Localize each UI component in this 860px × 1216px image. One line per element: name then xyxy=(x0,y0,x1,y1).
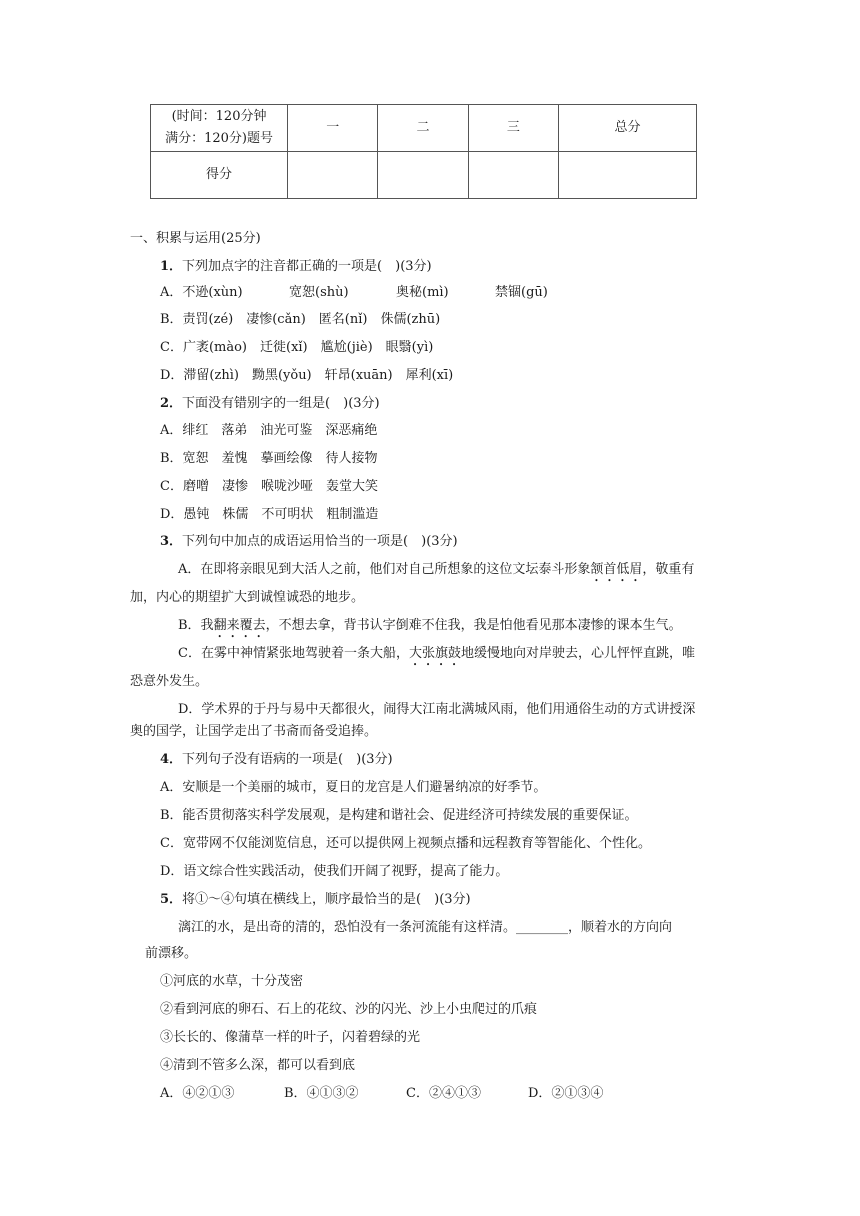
score-table xyxy=(150,104,697,199)
question-3-option-d-continued: 奥的国学，让国学走出了书斋而备受追捧。 xyxy=(130,724,378,739)
question-3-option-d: D．学术界的于丹与易中天都很火，闹得大江南北满城风雨，他们用通俗生动的方式讲授深 xyxy=(178,702,696,717)
question-3-stem xyxy=(160,532,458,552)
question-4-stem xyxy=(160,750,393,770)
option-b-text-post: ，不想去拿，背书认字倒难不住我，我是怕他看见那本凄惨的课本生气。 xyxy=(265,618,682,633)
question-5-option-b: B．④①③② xyxy=(284,1086,359,1101)
question-3-option-c-continued: 恐意外发生。 xyxy=(130,674,209,689)
question-3-text: 下列句中加点的成语运用恰当的一项是( )(3分) xyxy=(182,534,458,549)
question-1-option-a xyxy=(160,283,548,303)
question-5-stem xyxy=(160,890,471,910)
score-cell-part-3 xyxy=(468,152,558,199)
question-5-option-c: C．②④①③ xyxy=(406,1086,481,1101)
question-5-sentence-4: ④清到不管多么深，都可以看到底 xyxy=(160,1058,356,1073)
question-4-option-c: C．宽带网不仅能浏览信息，还可以提供网上视频点播和远程教育等智能化、个性化。 xyxy=(160,836,651,851)
option-a-text-post: ，敬重有 xyxy=(642,562,695,577)
question-4-option-d: D．语文综合性实践活动，使我们开阔了视野，提高了能力。 xyxy=(160,864,509,879)
option-c-emphasized-idiom: 大张旗鼓 xyxy=(408,646,461,661)
question-3-option-a-continued: 加，内心的期望扩大到诚惶诚恐的地步。 xyxy=(130,590,365,605)
question-5-number: 5． xyxy=(160,892,183,907)
question-5-option-a: A．④②①③ xyxy=(160,1086,235,1101)
score-cell-total xyxy=(559,152,697,199)
score-cell-part-1 xyxy=(288,152,378,199)
question-5-option-d: D．②①③④ xyxy=(528,1086,604,1101)
option-a-word-2: 宽恕(shù) xyxy=(289,285,349,300)
score-row-label: 得分 xyxy=(151,152,288,199)
option-a-word-4: 禁锢(gū) xyxy=(495,285,548,300)
question-1-option-d: D．滞留(zhì) 黝黑(yǒu) 轩昂(xuān) 犀利(xī) xyxy=(160,368,454,383)
score-cell-part-2 xyxy=(378,152,468,199)
question-4-option-b: B．能否贯彻落实科学发展观，是构建和谐社会、促进经济可持续发展的重要保证。 xyxy=(160,808,638,823)
option-c-text-post: 地缓慢地向对岸驶去，心儿怦怦直跳，唯 xyxy=(460,646,695,661)
question-3-option-b xyxy=(178,616,682,641)
question-5-passage: 漓江的水，是出奇的清的，恐怕没有一条河流能有这样清。________，顺着水的方向向 xyxy=(178,920,673,935)
option-b-emphasized-idiom: 翻来覆去 xyxy=(213,618,266,633)
question-4-option-a: A．安顺是一个美丽的城市，夏日的龙宫是人们避暑纳凉的好季节。 xyxy=(160,780,547,795)
option-a-word-3: 奥秘(mì) xyxy=(396,285,449,300)
question-3-option-a xyxy=(178,560,694,585)
question-1-stem xyxy=(160,257,432,277)
option-a-word-1: A．不逊(xùn) xyxy=(160,285,243,300)
question-1-option-c: C．广袤(mào) 迁徙(xǐ) 尴尬(jiè) 眼翳(yì) xyxy=(160,340,434,355)
question-1-number: 1． xyxy=(160,259,183,274)
header-cell-part-2: 二 xyxy=(378,105,468,152)
score-table-score-row xyxy=(151,152,697,199)
question-3-option-c xyxy=(178,644,695,669)
question-2-text: 下面没有错别字的一组是( )(3分) xyxy=(182,396,380,411)
question-2-option-d: D．愚钝 株儒 不可明状 粗制滥造 xyxy=(160,507,379,522)
question-5-options xyxy=(160,1084,603,1104)
header-cell-total: 总分 xyxy=(559,105,697,152)
question-2-option-a: A．绯红 落弟 油光可鉴 深恶痛绝 xyxy=(160,423,378,438)
question-5-sentence-2: ②看到河底的卵石、石上的花纹、沙的闪光、沙上小虫爬过的爪痕 xyxy=(160,1002,538,1017)
header-cell-part-1: 一 xyxy=(288,105,378,152)
question-2-option-c: C．磨噌 凄惨 喉咙沙哑 轰堂大笑 xyxy=(160,479,378,494)
question-5-text: 将①～④句填在横线上，顺序最恰当的是( )(3分) xyxy=(182,892,471,907)
header-cell-line-score: 满分：120分)题号 xyxy=(165,131,273,146)
question-1-option-b: B．责罚(zé) 凄惨(cǎn) 匿名(nǐ) 侏儒(zhū) xyxy=(160,312,441,327)
option-a-emphasized-idiom: 颔首低眉 xyxy=(590,562,643,577)
question-3-number: 3． xyxy=(160,534,183,549)
question-5-sentence-1: ①河底的水草，十分茂密 xyxy=(160,974,304,989)
section-title: 一、积累与运用(25分) xyxy=(130,231,261,246)
score-table-header-row xyxy=(151,105,697,152)
option-c-text-pre: C．在雾中神情紧张地驾驶着一条大船， xyxy=(178,646,409,661)
question-4-text: 下列句子没有语病的一项是( )(3分) xyxy=(182,752,393,767)
header-cell-question-number xyxy=(151,105,288,152)
option-b-text-pre: B．我 xyxy=(178,618,214,633)
question-5-sentence-3: ③长长的、像蒲草一样的叶子，闪着碧绿的光 xyxy=(160,1030,421,1045)
question-5-passage-continued: 前漂移。 xyxy=(145,946,198,961)
question-4-number: 4． xyxy=(160,752,183,767)
question-1-text: 下列加点字的注音都正确的一项是( )(3分) xyxy=(182,259,432,274)
header-cell-line-time: (时间：120分钟 xyxy=(171,109,267,124)
option-a-text-pre: A．在即将亲眼见到大活人之前，他们对自己所想象的这位文坛泰斗形象 xyxy=(178,562,591,577)
header-cell-part-3: 三 xyxy=(468,105,558,152)
question-2-option-b: B．宽恕 羞愧 摹画绘像 待人接物 xyxy=(160,451,378,466)
question-2-number: 2． xyxy=(160,396,183,411)
question-2-stem xyxy=(160,394,380,414)
